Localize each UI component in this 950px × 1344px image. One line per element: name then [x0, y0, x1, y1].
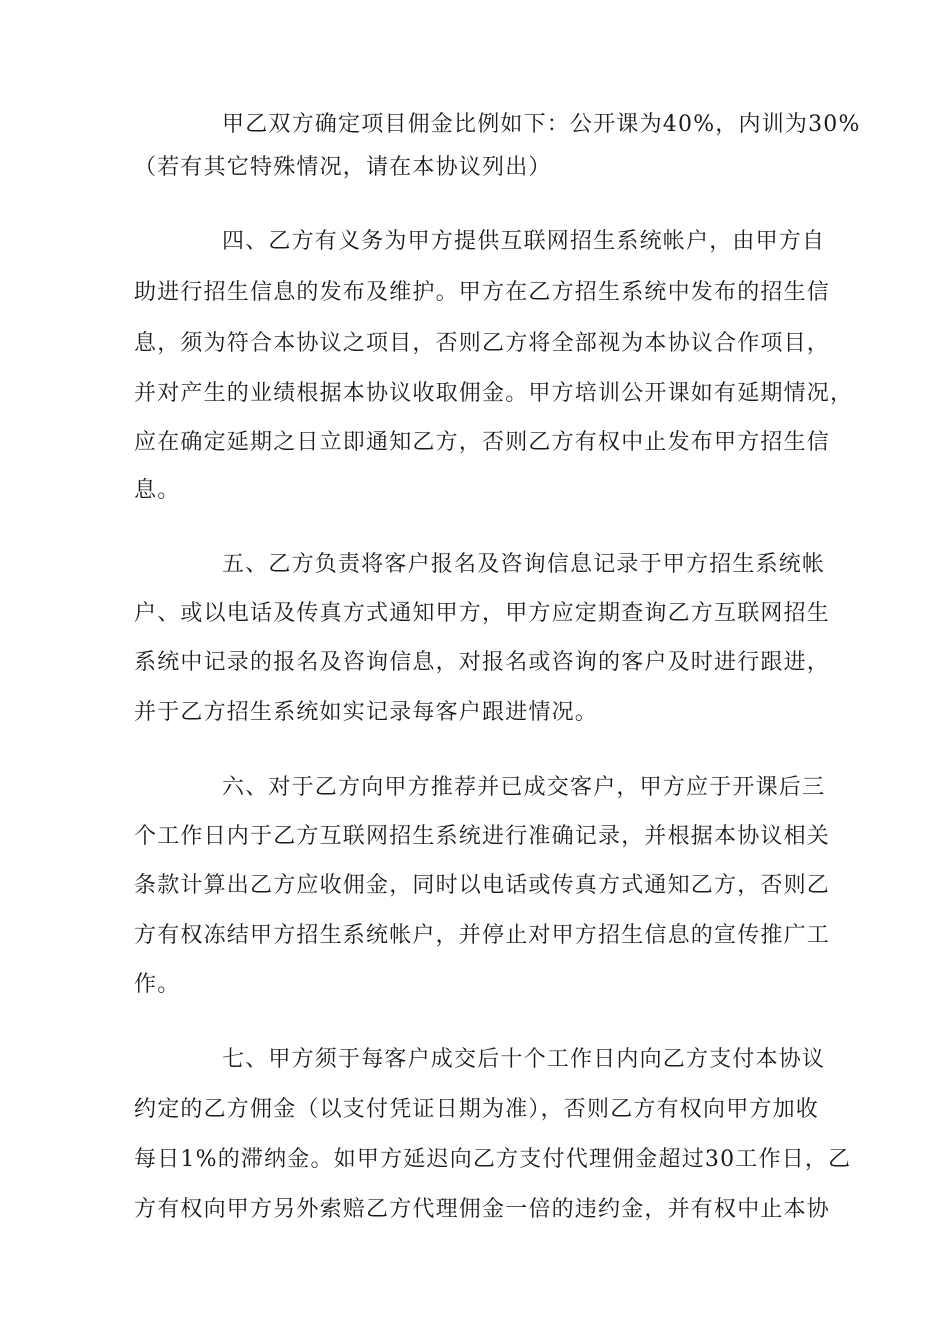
paragraph-line: 方有权向甲方另外索赔乙方代理佣金一倍的违约金，并有权中止本协	[134, 1197, 831, 1222]
paragraph-line: 系统中记录的报名及咨询信息，对报名或咨询的客户及时进行跟进，	[134, 650, 831, 675]
paragraph-line: 甲乙双方确定项目佣金比例如下：公开课为40%，内训为30%	[222, 112, 861, 137]
paragraph-line: 息，须为符合本协议之项目，否则乙方将全部视为本协议合作项目，	[134, 331, 831, 356]
paragraph-line: 个工作日内于乙方互联网招生系统进行准确记录，并根据本协议相关	[134, 824, 831, 849]
paragraph-line: 息。	[134, 478, 181, 503]
paragraph-line: 七、甲方须于每客户成交后十个工作日内向乙方支付本协议	[222, 1047, 826, 1072]
paragraph-line: 条款计算出乙方应收佣金，同时以电话或传真方式通知乙方，否则乙	[134, 873, 831, 898]
paragraph-line: 每日1%的滞纳金。如甲方延迟向乙方支付代理佣金超过30工作日，乙	[134, 1147, 852, 1172]
paragraph-line: 并对产生的业绩根据本协议收取佣金。甲方培训公开课如有延期情况，	[134, 381, 854, 406]
paragraph-line: 户、或以电话及传真方式通知甲方，甲方应定期查询乙方互联网招生	[134, 601, 831, 626]
paragraph-line: 四、乙方有义务为甲方提供互联网招生系统帐户，由甲方自	[222, 229, 826, 254]
paragraph-line: 并于乙方招生系统如实记录每客户跟进情况。	[134, 700, 599, 725]
paragraph-line: 方有权冻结甲方招生系统帐户，并停止对甲方招生信息的宣传推广工	[134, 923, 831, 948]
paragraph-line: 约定的乙方佣金（以支付凭证日期为准），否则乙方有权向甲方加收	[134, 1097, 820, 1122]
paragraph-line: 作。	[134, 972, 181, 997]
paragraph-line: 六、对于乙方向甲方推荐并已成交客户，甲方应于开课后三	[222, 775, 826, 800]
paragraph-line: （若有其它特殊情况，请在本协议列出）	[134, 155, 552, 180]
paragraph-line: 五、乙方负责将客户报名及咨询信息记录于甲方招生系统帐	[222, 552, 826, 577]
paragraph-line: 应在确定延期之日立即通知乙方，否则乙方有权中止发布甲方招生信	[134, 430, 831, 455]
paragraph-line: 助进行招生信息的发布及维护。甲方在乙方招生系统中发布的招生信	[134, 280, 831, 305]
